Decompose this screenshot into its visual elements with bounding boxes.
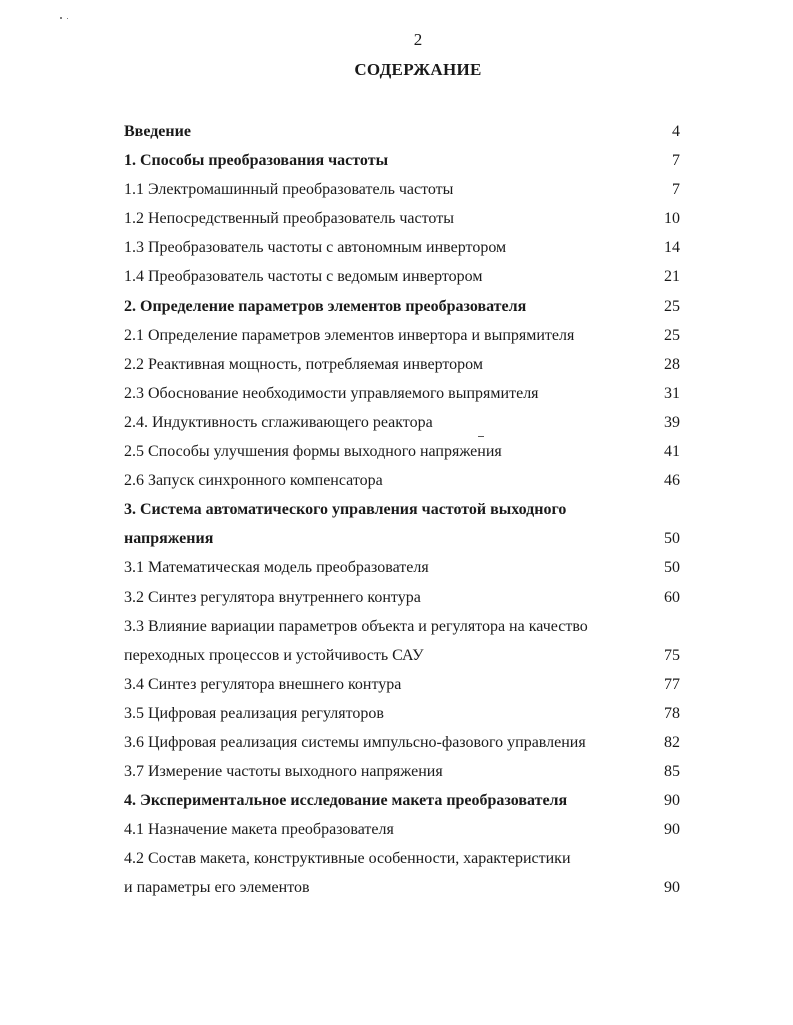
toc-entry [124, 553, 684, 582]
toc-entry-title: 4.1 Назначение макета преобразователя [124, 821, 394, 839]
toc-entry-page: 90 [664, 792, 680, 810]
toc-entry-title-line: напряжения [124, 530, 214, 548]
toc-entry-page: 31 [664, 384, 680, 402]
toc-entry-page: 10 [664, 210, 680, 228]
toc-entry-title: 1.3 Преобразователь частоты с автономным инвертором [124, 239, 507, 257]
toc-entry-page: 60 [664, 588, 680, 606]
toc-entry-title: 3.1 Математическая модель преобразователя [124, 559, 429, 577]
toc-entry [124, 844, 684, 902]
toc-entry [124, 146, 684, 175]
toc-entry-title-line: 4.2 Состав макета, конструктивные особенности, характеристики [124, 850, 571, 868]
toc-entry-title-line: 3. Система автоматического управления частотой выходного [124, 501, 567, 519]
toc-entry-title: 2. Определение параметров элементов преобразователя [124, 297, 527, 315]
toc-entry [124, 757, 684, 786]
toc-entry [124, 408, 684, 437]
toc-entry [124, 292, 684, 321]
toc-entry [124, 786, 684, 815]
toc-entry-title: 1. Способы преобразования частоты [124, 152, 389, 170]
toc-entry [124, 699, 684, 728]
toc-entry-title: 2.1 Определение параметров элементов инвертора и выпрямителя [124, 326, 575, 344]
toc-entry-page: 14 [664, 239, 680, 257]
toc-entry-title-line: переходных процессов и устойчивость САУ [124, 646, 424, 664]
toc-entry-title: Введение [124, 123, 191, 140]
toc-entry-page: 25 [664, 326, 680, 344]
toc-entry-title: 2.5 Способы улучшения формы выходного напряжения [124, 443, 502, 461]
toc-entry [124, 117, 684, 146]
toc-entry-page: 75 [664, 646, 680, 664]
toc-entry-page: 7 [672, 152, 680, 170]
toc-entry [124, 262, 684, 291]
toc-entry-page: 4 [672, 123, 680, 140]
toc-entry [124, 670, 684, 699]
toc-entry-title: 1.4 Преобразователь частоты с ведомым инвертором [124, 268, 483, 286]
toc-entry-page: 28 [664, 355, 680, 373]
toc-entry [124, 495, 684, 553]
toc-entry-title: 4. Экспериментальное исследование макета преобразователя [124, 792, 568, 810]
toc-entry-title: 1.2 Непосредственный преобразователь частоты [124, 210, 454, 228]
toc-entry-title [124, 844, 649, 902]
scan-speck [60, 17, 62, 19]
toc-entry-title: 2.3 Обоснование необходимости управляемого выпрямителя [124, 384, 539, 402]
toc-entry-page: 7 [672, 181, 680, 199]
toc-entry [124, 233, 684, 262]
toc-entry-page: 90 [664, 821, 680, 839]
scan-speck [67, 18, 68, 19]
toc-entry-page: 46 [664, 472, 680, 490]
toc-entry [124, 728, 684, 757]
toc-entry-title: 1.1 Электромашинный преобразователь частоты [124, 181, 454, 199]
toc-entry-title: 2.2 Реактивная мощность, потребляемая инвертором [124, 355, 483, 373]
toc-entry [124, 815, 684, 844]
toc-entry [124, 437, 684, 466]
table-of-contents [124, 117, 684, 903]
toc-entry-page: 41 [664, 443, 680, 461]
toc-entry-title: 3.2 Синтез регулятора внутреннего контура [124, 588, 421, 606]
page-title: СОДЕРЖАНИЕ [354, 60, 482, 79]
toc-entry-page: 50 [664, 559, 680, 577]
toc-entry-page: 78 [664, 704, 680, 722]
toc-entry-title [124, 612, 649, 670]
toc-entry-title: 3.5 Цифровая реализация регуляторов [124, 704, 384, 722]
toc-entry-title: 3.4 Синтез регулятора внешнего контура [124, 675, 402, 693]
toc-entry-page: 25 [664, 297, 680, 315]
toc-entry [124, 350, 684, 379]
toc-entry-page: 85 [664, 763, 680, 781]
toc-entry [124, 321, 684, 350]
toc-entry-page: 90 [664, 879, 680, 897]
toc-entry-title-line: 3.3 Влияние вариации параметров объекта и регулятора на качество [124, 617, 588, 635]
toc-entry-title: 3.7 Измерение частоты выходного напряжения [124, 763, 443, 781]
toc-entry-page: 82 [664, 733, 680, 751]
toc-entry [124, 466, 684, 495]
toc-entry-page: 39 [664, 413, 680, 431]
toc-entry [124, 612, 684, 670]
toc-entry [124, 204, 684, 233]
toc-entry-page: 50 [664, 530, 680, 548]
toc-entry [124, 583, 684, 612]
toc-entry-title-line: и параметры его элементов [124, 879, 310, 897]
toc-entry-page: 77 [664, 675, 680, 693]
toc-entry-page: 21 [664, 268, 680, 286]
page-number: 2 [413, 30, 423, 49]
toc-entry [124, 175, 684, 204]
toc-entry-title: 2.6 Запуск синхронного компенсатора [124, 472, 383, 490]
toc-entry-title [124, 495, 649, 553]
toc-entry-title: 3.6 Цифровая реализация системы импульсно-фазового управления [124, 733, 586, 751]
toc-entry-title: 2.4. Индуктивность сглаживающего реактора [124, 413, 433, 431]
toc-entry [124, 379, 684, 408]
